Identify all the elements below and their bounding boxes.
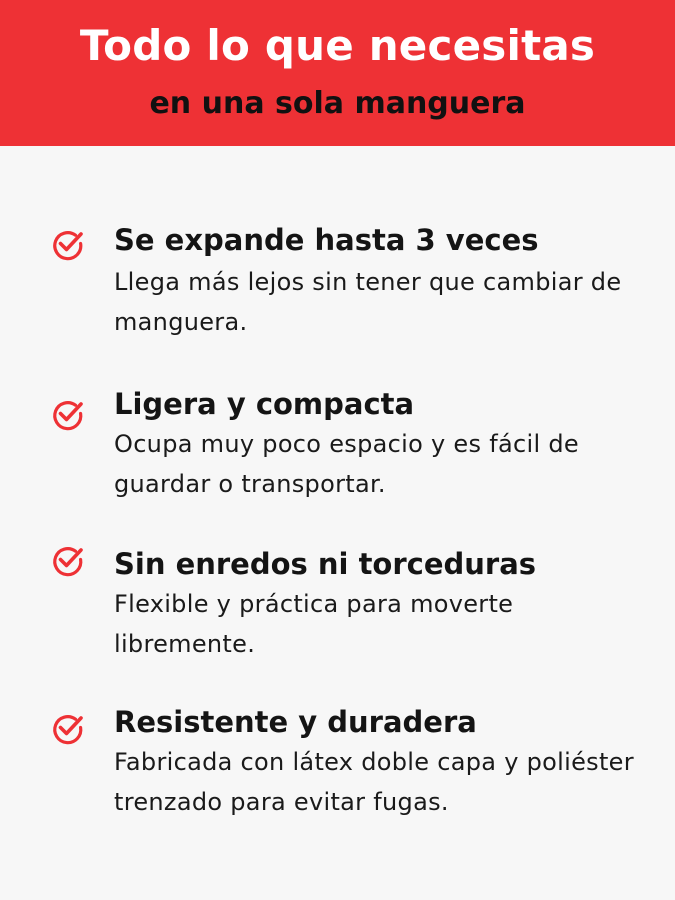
page-title: Todo lo que necesitas [79,21,596,70]
check-circle-icon [50,226,86,262]
check-circle-icon [50,710,86,746]
feature-title: Sin enredos ni torceduras [114,547,537,581]
check-circle-icon [50,542,86,578]
feature-description: Ocupa muy poco espacio y es fácil de guardar o transportar. [114,430,579,498]
feature-description: Llega más lejos sin tener que cambiar de manguera. [114,268,622,336]
feature-description: Fabricada con látex doble capa y poliéster trenzado para evitar fugas. [114,748,634,816]
page-subtitle: en una sola manguera [149,86,526,121]
feature-title: Se expande hasta 3 veces [114,223,539,257]
feature-title: Ligera y compacta [114,387,415,421]
check-circle-icon [50,396,86,432]
feature-description: Flexible y práctica para moverte libremente. [114,590,514,658]
feature-title: Resistente y duradera [114,705,477,739]
